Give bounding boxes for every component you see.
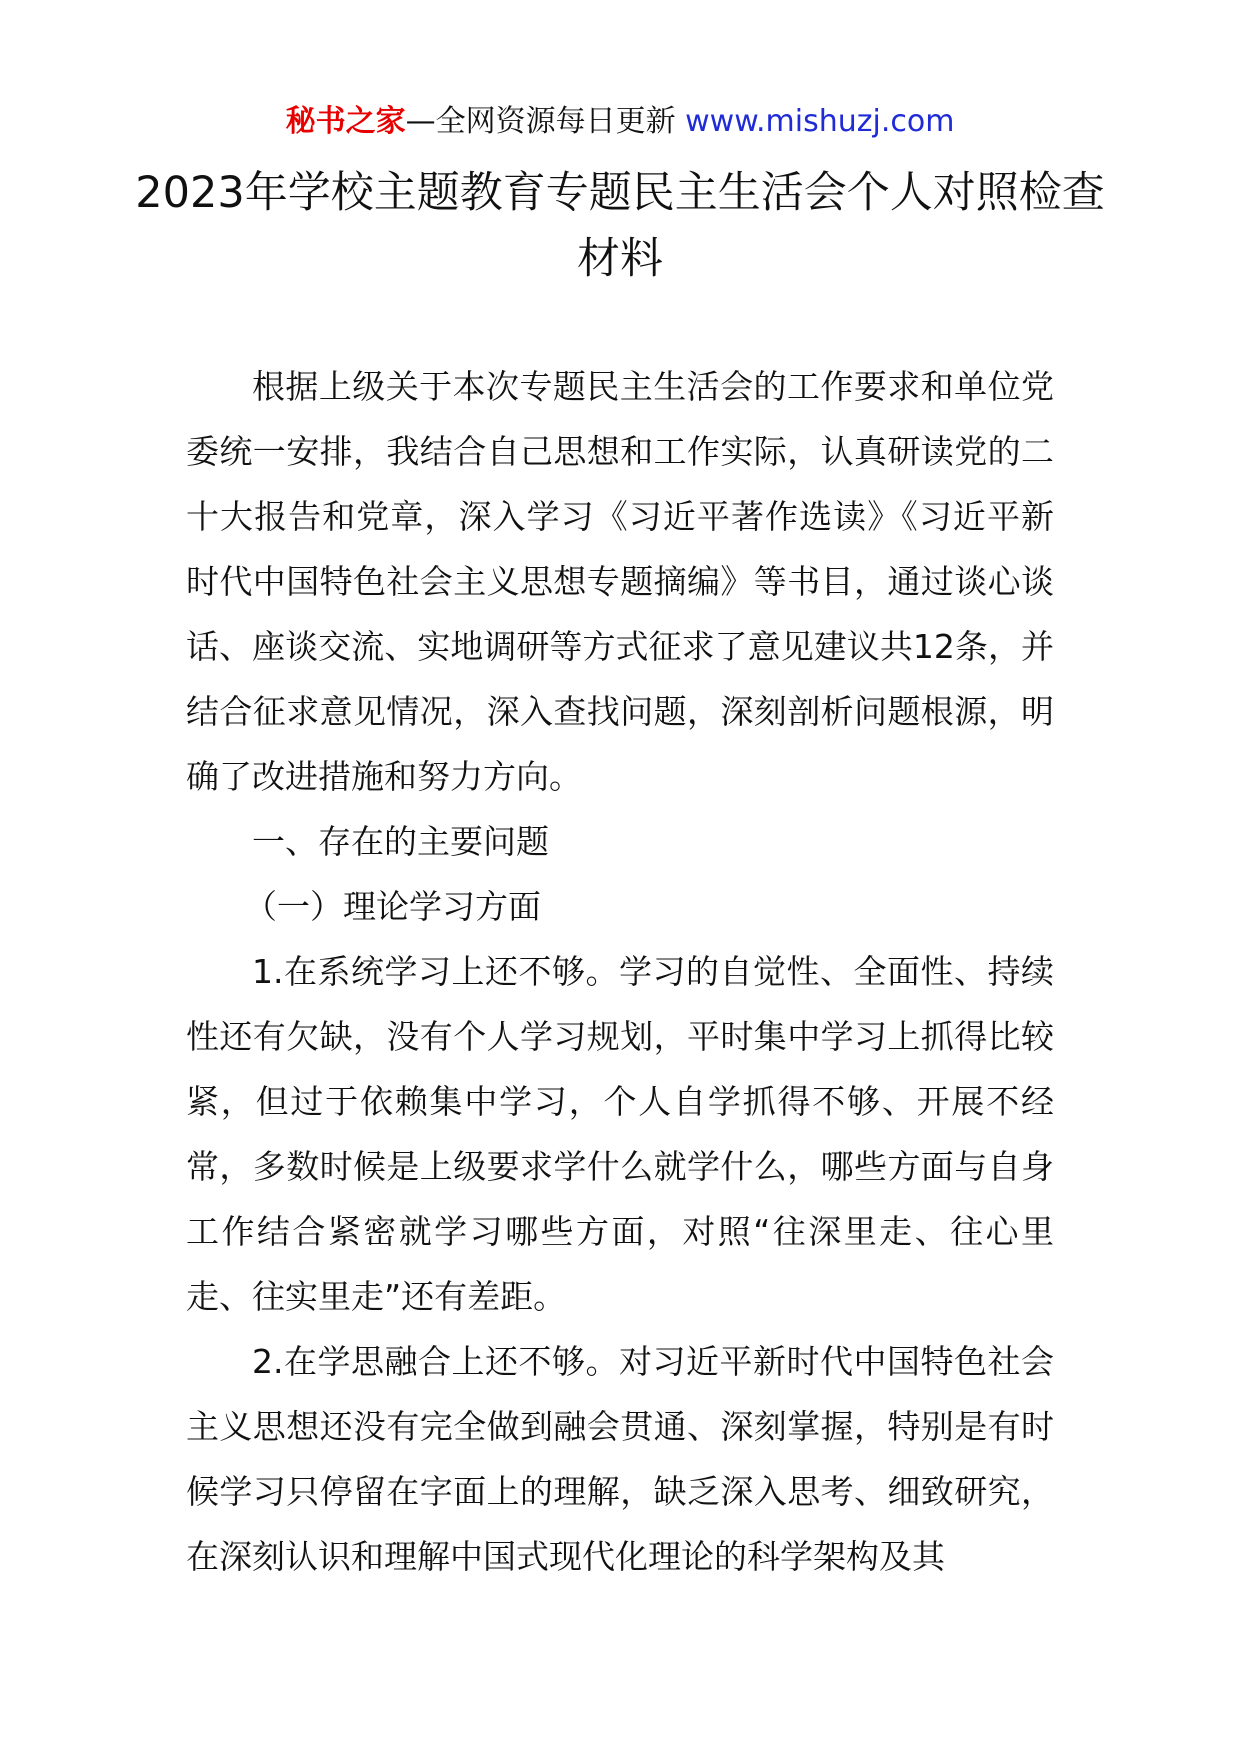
intro-paragraph: 根据上级关于本次专题民主生活会的工作要求和单位党委统一安排，我结合自己思想和工作实际，认真研读党的二十大报告和党章，深入学习《习近平著作选读》《习近平新时代中国特色社会主义思想专题摘编》等书目，通过谈心谈话、座谈交流、实地调研等方式征求了意见建议共12条，并结合征求意见情况，深入查找问题，深刻剖析问题根源，明确了改进措施和努力方向。: [186, 367, 1054, 796]
banner-slogan: —全网资源每日更新: [405, 104, 686, 139]
body-paragraph: 2.在学思融合上还不够。对习近平新时代中国特色社会主义思想还没有完全做到融会贯通、深刻掌握，特别是有时候学习只停留在字面上的理解，缺乏深入思考、细致研究，在深刻认识和理解中国式现代化理论的科学架构及其: [186, 1342, 1054, 1576]
banner-url[interactable]: www.mishuzj.com: [685, 104, 955, 139]
subsection-heading: （一）理论学习方面: [244, 887, 541, 926]
document-title: 2023年学校主题教育专题民主生活会个人对照检查材料: [135, 168, 1105, 284]
body-paragraph: 1.在系统学习上还不够。学习的自觉性、全面性、持续性还有欠缺，没有个人学习规划，平时集中学习上抓得比较紧，但过于依赖集中学习，个人自学抓得不够、开展不经常，多数时候是上级要求学什么就学什么，哪些方面与自身工作结合紧密就学习哪些方面，对照“往深里走、往心里走、往实里走”还有差距。: [186, 952, 1054, 1316]
brand-name: 秘书之家: [285, 104, 406, 139]
document-body: [186, 354, 1054, 1589]
section-heading: 一、存在的主要问题: [252, 822, 549, 861]
site-banner: [0, 100, 1240, 144]
